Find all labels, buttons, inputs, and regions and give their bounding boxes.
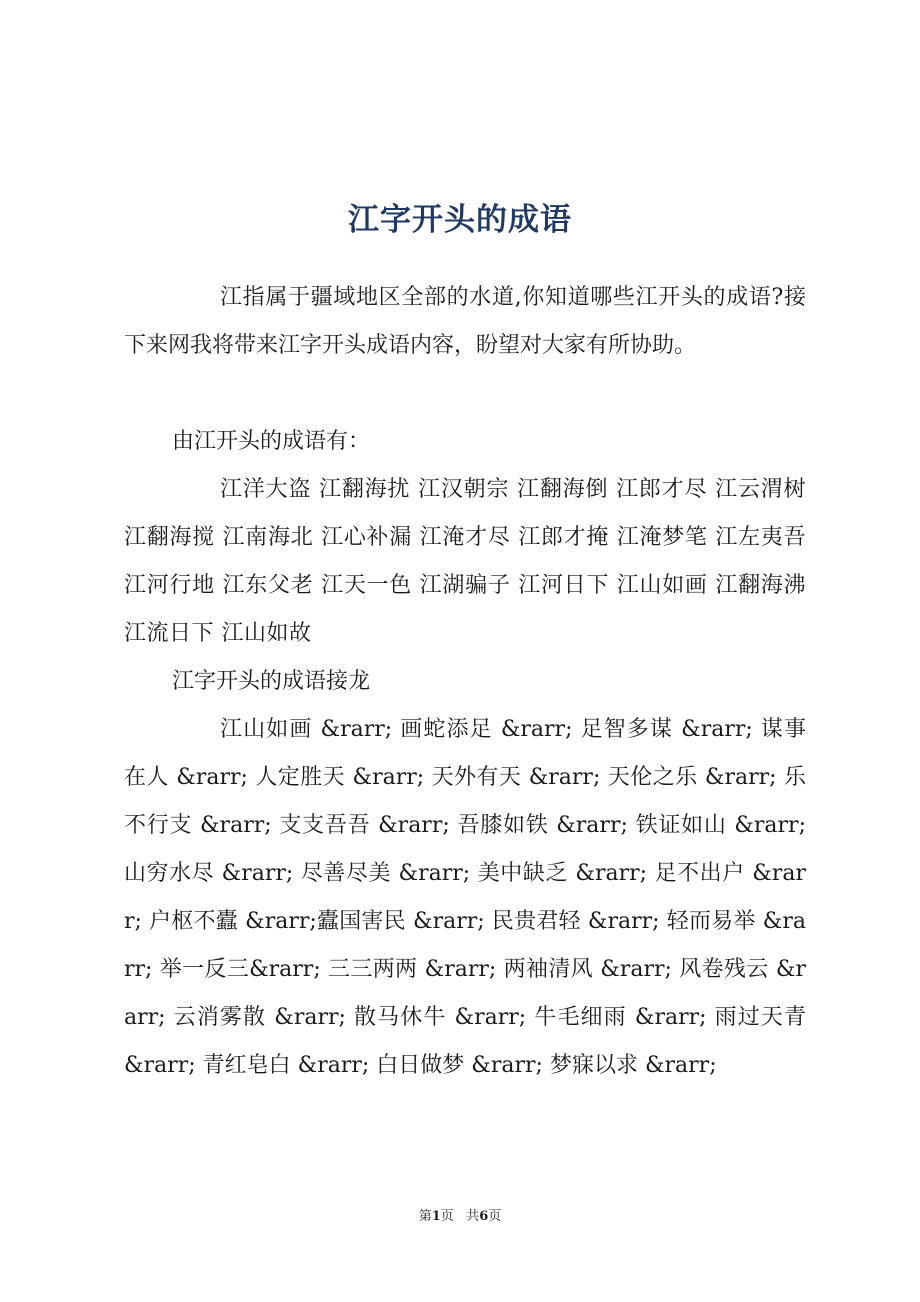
- current-page-number: 1: [431, 1209, 441, 1224]
- idiom-chain-paragraph: 江山如画 &rarr; 画蛇添足 &rarr; 足智多谋 &rarr; 谋事在人 &rarr; 人定胜天 &rarr; 天外有天 &rarr; 天伦之乐 &rarr; 乐不行支 &rarr; 支支吾吾 &rarr; 吾膝如铁 &rarr; 铁证如山 &rarr; 山穷水尽 &rarr; 尽善尽美 &rarr; 美中缺乏 &rarr; 足不出户 &rarr; 户枢不蠹 &rarr;蠹国害民 &rarr; 民贵君轻 &rarr; 轻而易举 &rarr; 举一反三&rarr; 三三两两 &rarr; 两袖清风 &rarr; 风卷残云 &rarr; 云消雾散 &rarr; 散马休牛 &rarr; 牛毛细雨 &rarr; 雨过天青 &rarr; 青红皂白 &rarr; 白日做梦 &rarr; 梦寐以求 &rarr;: [124, 717, 806, 1078]
- page-prefix: 第: [418, 1209, 432, 1224]
- section-heading-idioms: 由江开头的成语有：: [172, 429, 371, 454]
- section-heading-chain: 江字开头的成语接龙: [172, 669, 371, 694]
- total-suffix: 页: [488, 1209, 502, 1224]
- total-page-number: 6: [479, 1209, 489, 1224]
- page-suffix: 页: [440, 1209, 454, 1224]
- idiom-list-paragraph: 江洋大盗 江翻海扰 江汉朝宗 江翻海倒 江郎才尽 江云渭树 江翻海搅 江南海北 江心补漏 江淹才尽 江郎才掩 江淹梦笔 江左夷吾 江河行地 江东父老 江天一色 江湖骗子 江河日下 江山如画 江翻海沸 江流日下 江山如故: [124, 477, 806, 646]
- page-footer: [0, 1205, 920, 1224]
- intro-paragraph: 江指属于疆域地区全部的水道,你知道哪些江开头的成语?接下来网我将带来江字开头成语内容，盼望对大家有所协助。: [124, 285, 806, 358]
- page-title: 江字开头的成语: [348, 202, 572, 238]
- total-prefix: 共: [466, 1209, 480, 1224]
